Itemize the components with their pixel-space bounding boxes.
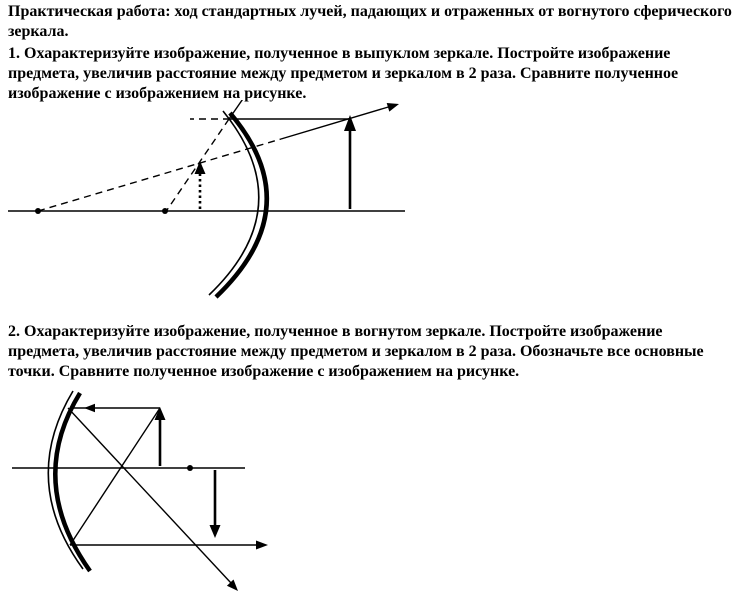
task-2-text: 2. Охарактеризуйте изображение, полученное в вогнутом зеркале. Постройте изображение предмета, увеличив расстояние между предметом и зеркалом в 2 раза. Обозначьте все основные точки. Сравните полученное изображение с изображением на рисунке. [8, 323, 704, 380]
concave-mirror-ray-diagram [0, 385, 300, 597]
convex-mirror-ray-diagram [0, 100, 420, 310]
convex-mirror-figure [0, 100, 420, 310]
focus-virtual-extension [167, 119, 229, 210]
task-1-text: 1. Охарактеризуйте изображение, полученное в выпуклом зеркале. Постройте изображение предмета, увеличив расстояние между предметом и зеркалом в 2 раза. Сравните полученное изображение с изображением на рисунке. [8, 45, 679, 102]
document-title: Практическая работа: ход стандартных лучей, падающих и отраженных от вогнутого сферического зеркала. [8, 3, 732, 40]
center-ray-reflected [281, 107, 390, 140]
image-arrowhead-icon [210, 525, 221, 538]
focus-reflected-ray [68, 408, 231, 583]
center-ray-virtual-extension [38, 139, 281, 211]
parallel-reflected-arrowhead-icon [256, 541, 268, 550]
concave-mirror-figure [0, 385, 300, 597]
incident-ray-arrowhead-icon [84, 404, 95, 412]
mirror-back-line [209, 111, 259, 295]
center-point [187, 465, 193, 471]
focus-incident-ray [70, 408, 160, 545]
reflected-ray-arrowhead-icon [387, 103, 399, 112]
reflected-stub-ray [229, 100, 247, 119]
